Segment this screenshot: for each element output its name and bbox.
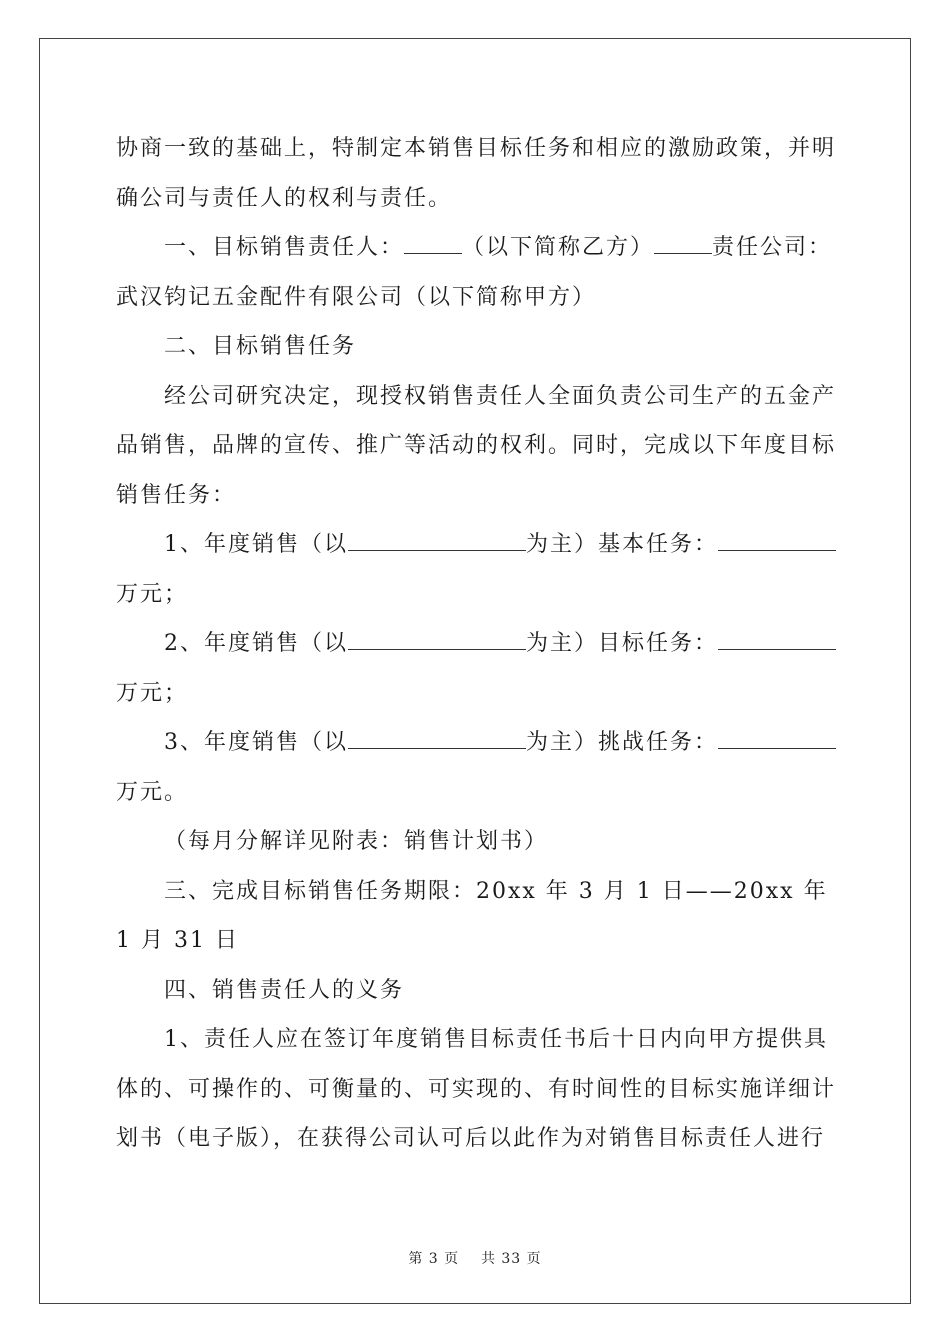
- blank-line: [348, 728, 526, 749]
- blank-line: [718, 530, 836, 551]
- paragraph-intro: 协商一致的基础上，特制定本销售目标任务和相应的激励政策，并明确公司与责任人的权利与责任。: [116, 136, 837, 211]
- blank-line: [654, 233, 712, 254]
- paragraph-challenge-task: 3、年度销售（以 为主）挑战任务：万元。: [116, 718, 836, 817]
- blank-line: [348, 629, 526, 650]
- blank-line: [718, 629, 836, 650]
- section-heading-2: 二、目标销售任务: [164, 334, 357, 359]
- document-body: [116, 124, 836, 1164]
- paragraph-monthly-note: （每月分解详见附表：销售计划书）: [164, 829, 549, 854]
- page-number: 第 3 页: [408, 1251, 460, 1267]
- blank-line: [348, 530, 526, 551]
- paragraph-obligation-1: 1、责任人应在签订年度销售目标责任书后十日内向甲方提供具体的、可操作的、可衡量的、可实现的、有时间性的目标实施详细计划书（电子版），在获得公司认可后以此作为对销售目标责任人进行: [116, 1027, 837, 1151]
- blank-line: [404, 233, 462, 254]
- paragraph-target-task: 2、年度销售（以 为主）目标任务：万元；: [116, 619, 836, 718]
- paragraph-responsible-person: 一、目标销售责任人： （以下简称乙方） 责任公司：武汉钧记五金配件有限公司（以下简称甲方）: [116, 235, 833, 310]
- section-heading-3: 三、完成目标销售任务期限：20xx 年 3 月 1 日——20xx 年 1 月 31 日: [116, 878, 837, 953]
- page-footer: [0, 1248, 950, 1268]
- page-total: 共 33 页: [480, 1251, 542, 1267]
- section-heading-4: 四、销售责任人的义务: [164, 977, 405, 1003]
- blank-line: [718, 728, 836, 749]
- paragraph-authorization: 经公司研究决定，现授权销售责任人全面负责公司生产的五金产品销售，品牌的宣传、推广等活动的权利。同时，完成以下年度目标销售任务：: [116, 383, 837, 508]
- paragraph-basic-task: 1、年度销售（以 为主）基本任务：万元；: [116, 520, 836, 619]
